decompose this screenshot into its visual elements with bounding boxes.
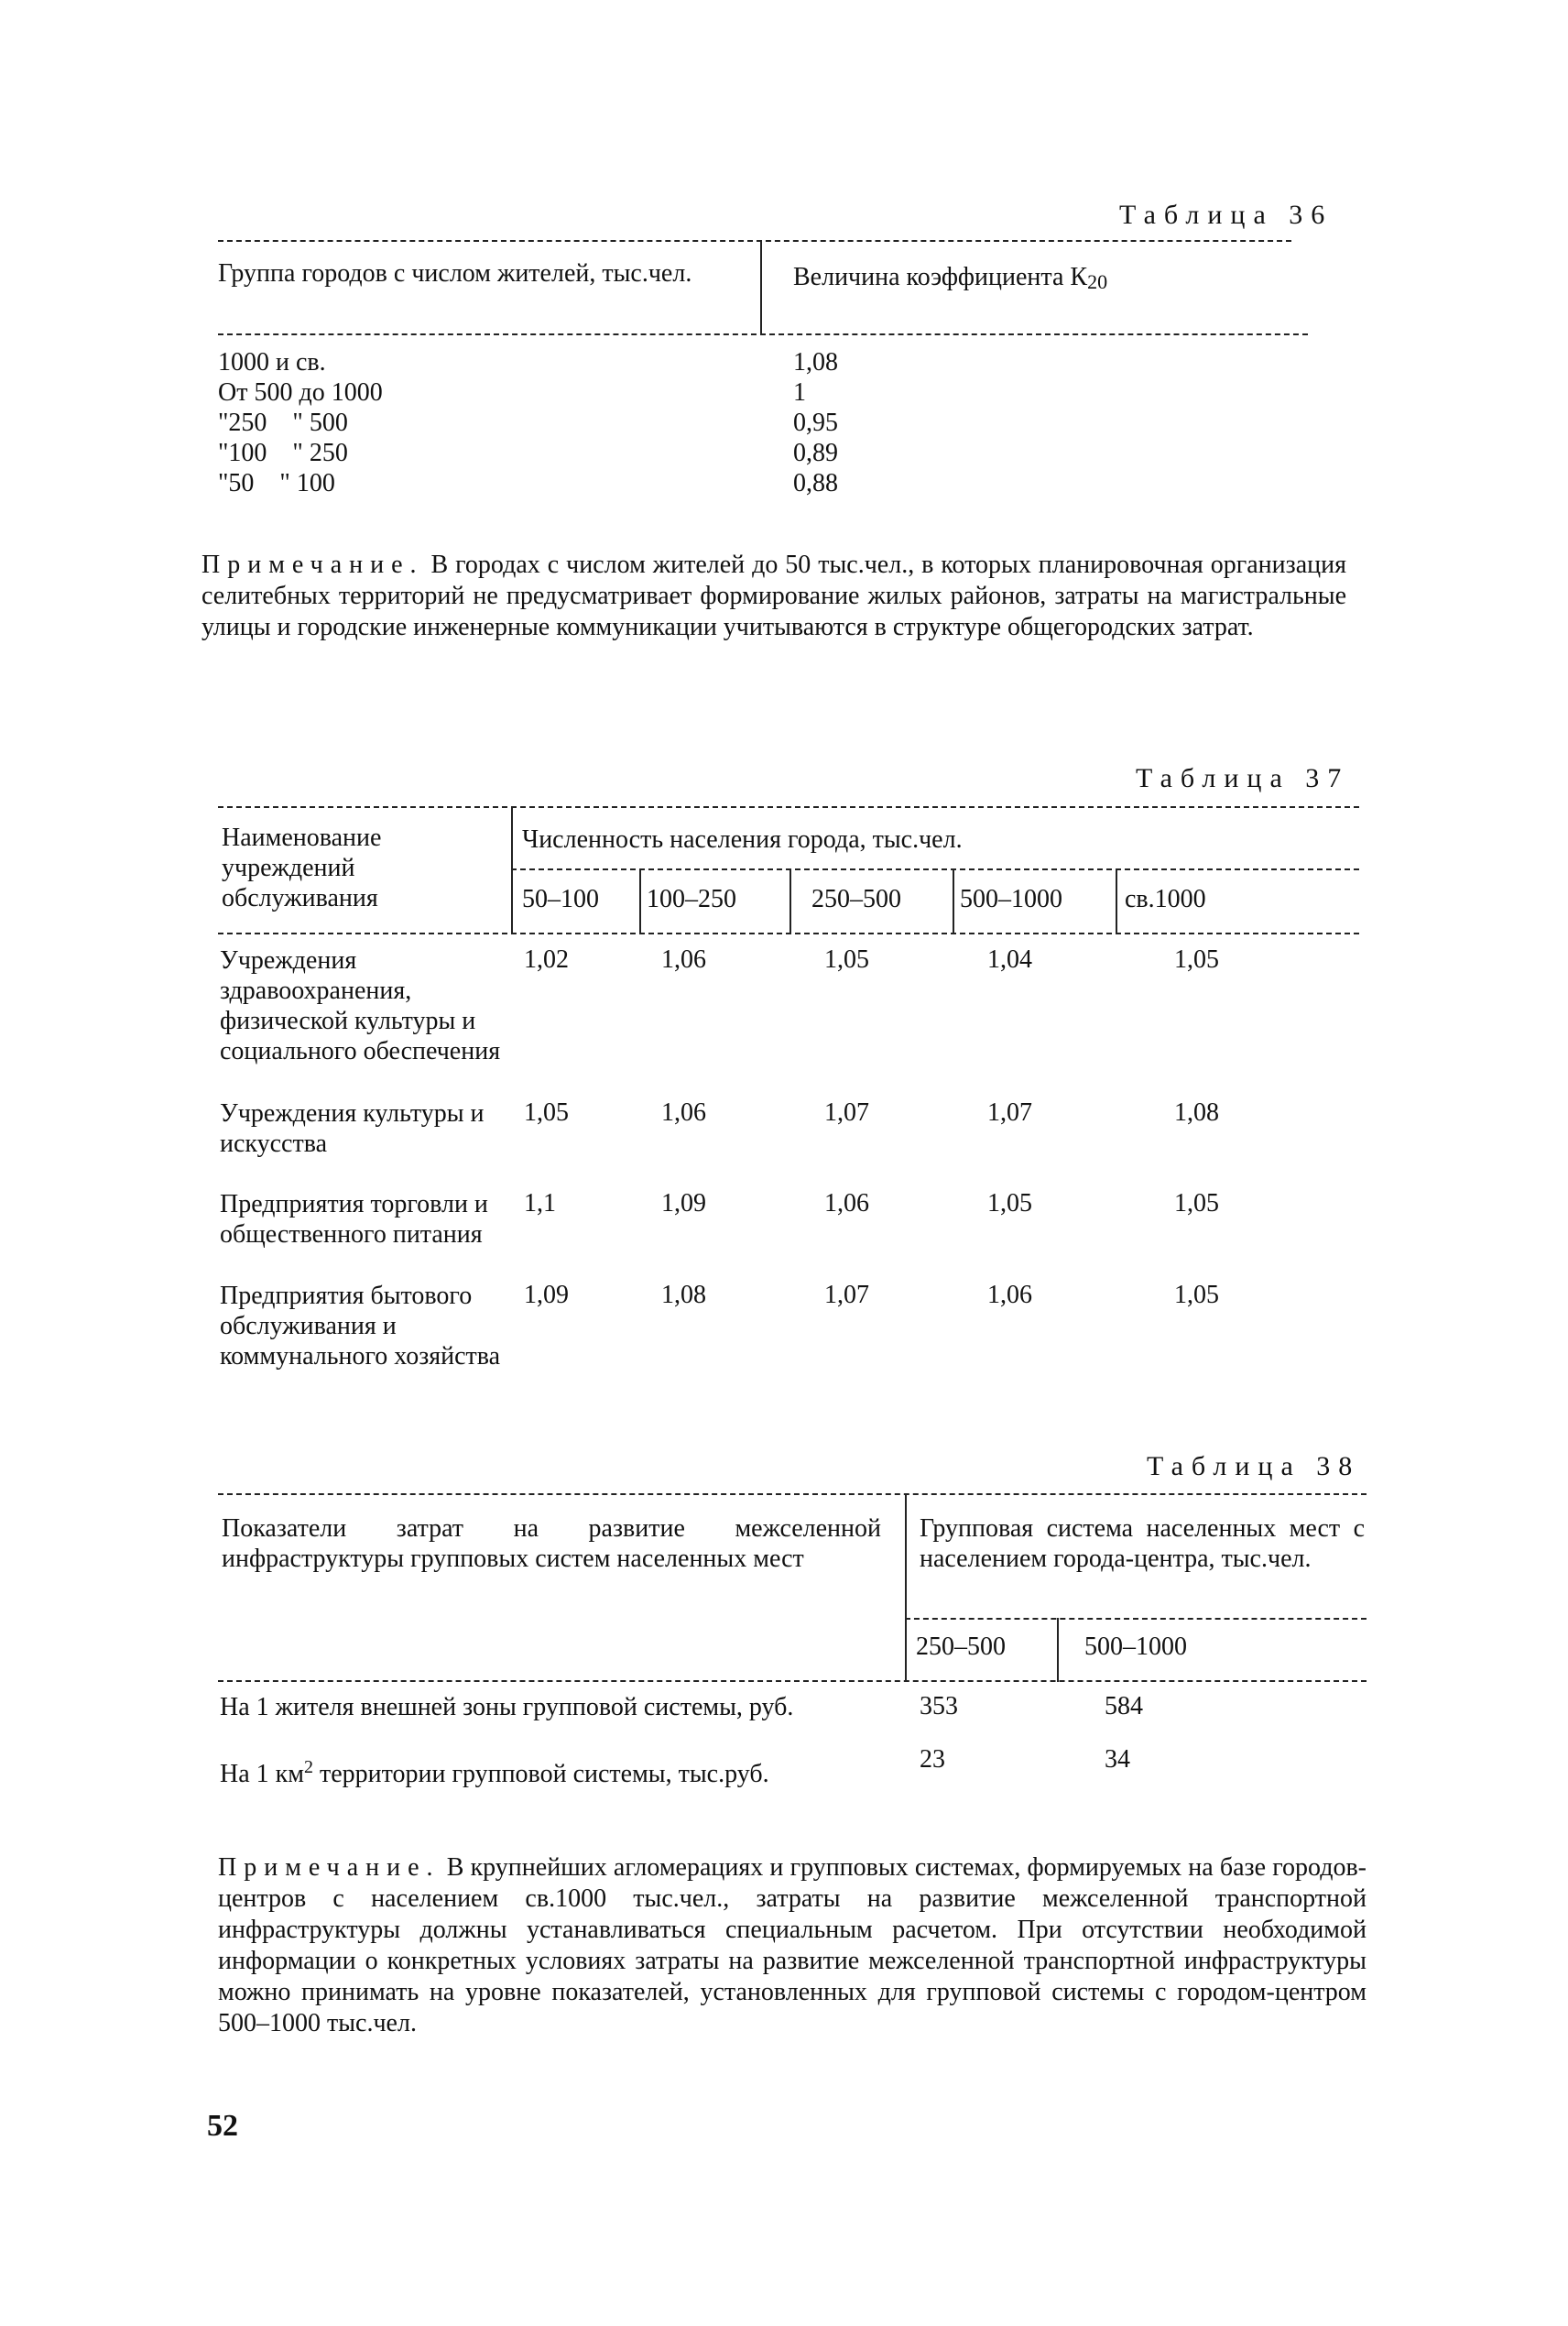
table38-header-group: Групповая система населенных мест с населением города-центра, тыс.чел. <box>920 1514 1365 1573</box>
table37-cell-value: 1,05 <box>1174 1281 1219 1309</box>
table37-cell-name: Учреждения культуры и искусства <box>220 1099 485 1158</box>
table37-cell-name: Предприятия торговли и общественного питания <box>220 1190 488 1249</box>
table37-cell-value: 1,06 <box>987 1281 1032 1309</box>
table37-cell-value: 1,07 <box>824 1098 869 1127</box>
table37-cell-value: 1,05 <box>824 945 869 974</box>
table38-cell-name: На 1 $км^2$ территории групповой системы, тыс.руб. <box>220 1757 769 1788</box>
table37-caption: Таблица 37 <box>1136 763 1350 793</box>
table38-cell-value: 34 <box>1105 1745 1130 1774</box>
note-1: Примечание. В городах с числом жителей до 50 тыс.чел., в которых планировочная организация селитебных территорий не предусматривает формирование жилых районов, затраты на магистральные улицы и городские инженерные коммуникации учитываются в структуре общегородских затрат. <box>201 551 1346 641</box>
table37-cell-value: 1,08 <box>1174 1098 1219 1127</box>
table36-cell-group: "100 " 250 <box>218 439 348 467</box>
table36-caption: Таблица 36 <box>1119 200 1334 230</box>
table37-cell-value: 1,04 <box>987 945 1032 974</box>
table37-column-divider <box>953 868 954 934</box>
note-2: Примечание. В крупнейших агломерациях и групповых системах, формируемых на базе городов-центров с населением св.1000 тыс.чел., затраты на развитие межселенной транспортной инфраструктуры должны устанавливаться специальным расчетом. При отсутствии необходимой информации о конкретных условиях затраты на развитие межселенной транспортной инфраструктуры можно принимать на уровне показателей, установленных для групповой системы с городом-центром 500–1000 тыс.чел. <box>218 1853 1367 2037</box>
table38-cell-value: 584 <box>1105 1692 1143 1720</box>
table37-cell-name: Учреждения здравоохранения, физической культуры и социального обеспечения <box>220 946 501 1065</box>
table37-cell-value: 1,1 <box>524 1189 556 1218</box>
table36-header-rule <box>218 333 1308 335</box>
table37-column-divider <box>789 868 791 934</box>
table38-cell-name: На 1 жителя внешней зоны групповой системы, руб. <box>220 1693 794 1721</box>
table37-cell-value: 1,09 <box>524 1281 569 1309</box>
table37-column-header: св.1000 <box>1125 885 1206 913</box>
table38-column-header: 500–1000 <box>1084 1633 1187 1661</box>
table37-cell-value: 1,06 <box>661 1098 706 1127</box>
table36-cell-group: 1000 и св. <box>218 348 326 377</box>
table38-column-divider <box>1057 1618 1059 1682</box>
table36-cell-value: 0,95 <box>793 409 838 437</box>
table37-cell-value: 1,09 <box>661 1189 706 1218</box>
table37-cell-value: 1,05 <box>1174 945 1219 974</box>
table36-cell-value: 0,89 <box>793 439 838 467</box>
page-number: 52 <box>207 2109 238 2143</box>
table36-cell-group: От 500 до 1000 <box>218 378 383 407</box>
table37-column-header: 250–500 <box>811 885 901 913</box>
table38-cell-value: 353 <box>920 1692 958 1720</box>
table37-cell-value: 1,06 <box>824 1189 869 1218</box>
table36-cell-group: "50 " 100 <box>218 469 335 497</box>
table37-cell-value: 1,05 <box>1174 1189 1219 1218</box>
table37-cell-value: 1,06 <box>661 945 706 974</box>
table37-cell-value: 1,07 <box>824 1281 869 1309</box>
table37-column-header: 50–100 <box>522 885 599 913</box>
table38-header-rule <box>218 1680 1367 1682</box>
table36-header-coefficient: Величина коэффициента $К_{20}$ <box>793 263 1108 293</box>
table37-cell-value: 1,08 <box>661 1281 706 1309</box>
table38-caption: Таблица 38 <box>1147 1451 1361 1481</box>
table37-column-header: 100–250 <box>647 885 736 913</box>
table37-name-divider <box>511 806 513 934</box>
table38-top-rule <box>218 1493 1367 1495</box>
table37-header-name: Наименование учреждений обслуживания <box>222 824 382 912</box>
table38-cell-value: 23 <box>920 1745 945 1774</box>
table37-cell-value: 1,05 <box>987 1189 1032 1218</box>
table38-header-indicator: Показатели затрат на развитие межселенной инфраструктуры групповых систем населенных мест <box>222 1514 881 1573</box>
table37-column-divider <box>639 868 641 934</box>
table37-cell-value: 1,07 <box>987 1098 1032 1127</box>
table38-column-header: 250–500 <box>916 1633 1006 1661</box>
table38-indicator-divider <box>905 1493 907 1682</box>
table37-cell-value: 1,02 <box>524 945 569 974</box>
table36-top-rule <box>218 240 1291 242</box>
table37-cell-name: Предприятия бытового обслуживания и коммунального хозяйства <box>220 1282 501 1370</box>
table37-subheader-rule <box>511 868 1359 870</box>
table36-column-divider <box>760 240 762 335</box>
table37-column-divider <box>1116 868 1117 934</box>
table37-cell-value: 1,05 <box>524 1098 569 1127</box>
table38-subheader-rule <box>905 1618 1367 1620</box>
table37-header-population: Численность населения города, тыс.чел. <box>522 825 963 854</box>
table36-cell-value: 1 <box>793 378 806 407</box>
table36-cell-value: 0,88 <box>793 469 838 497</box>
table37-column-header: 500–1000 <box>960 885 1062 913</box>
table36-header-group: Группа городов с числом жителей, тыс.чел. <box>218 259 692 288</box>
table36-cell-group: "250 " 500 <box>218 409 348 437</box>
table36-cell-value: 1,08 <box>793 348 838 377</box>
table37-header-rule <box>218 933 1359 934</box>
table37-top-rule <box>218 806 1359 808</box>
